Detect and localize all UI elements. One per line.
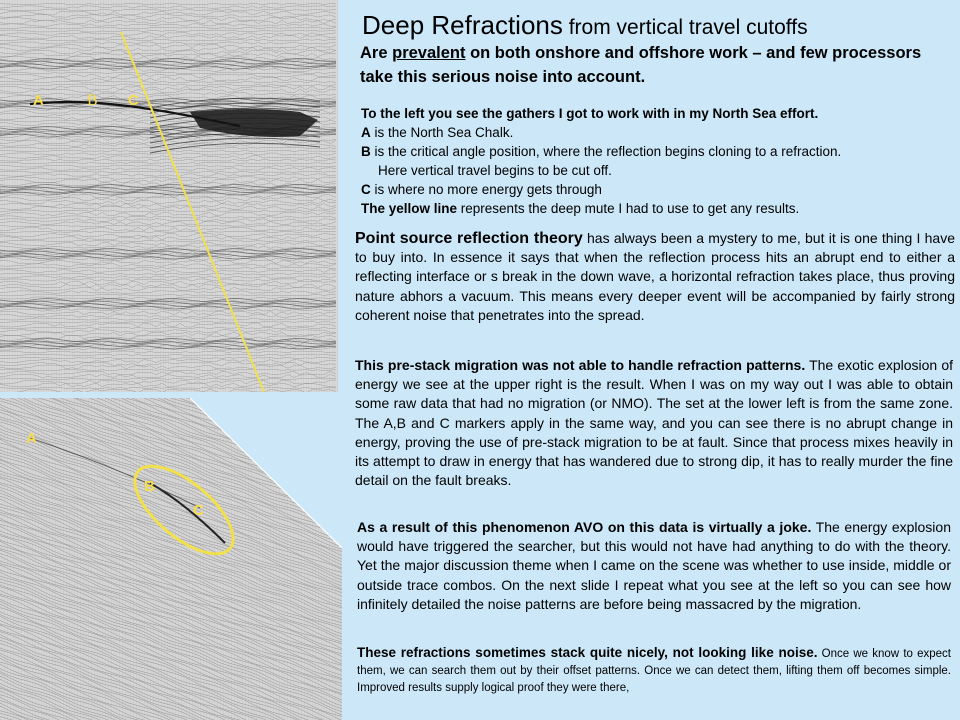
marker-c-top: C [128,92,139,109]
marker-c-bottom: C [193,502,204,519]
paragraph-avo: As a result of this phenomenon AVO on this data is virtually a joke. The energy explosion would have triggered the searcher, but this would not have had anything to do with the theory. Yet the major discussion theme when I came on the scene was whether to use inside, middle or outside trace combos. On the next slide I repeat what you see at the left so you can see how infinitely detailed the noise patterns are before being massacred by the migration. [357,519,951,612]
marker-a-bottom: A [26,430,37,447]
paragraph-prestack-migration: This pre-stack migration was not able to handle refraction patterns. The exotic explosion of energy we see at the upper right is the result. When I was on my way out I was able to obtain some raw data that had no migration (or NMO). The set at the lower left is from the same zone. The A,B and C markers apply in the same way, and you can see there is no abrupt change in energy, proving the use of pre-stack migration to be at fault. Since that process mixes heavily in its attempt to draw in energy that has wandered due to strong dip, it has to really murder the fine detail on the fault breaks. [355,357,953,489]
slide-subtitle [360,41,940,89]
legend-c: C is where no more energy gets through [361,182,602,197]
top-seismic-gather [0,0,338,392]
title-rest: from vertical travel cutoffs [562,16,808,39]
legend-a: A is the North Sea Chalk. [361,125,514,140]
marker-legend [361,104,951,218]
top-gather-traces [0,0,338,392]
legend-b-cont: Here vertical travel begins to be cut off. [378,163,612,178]
marker-a-top: A [33,92,44,109]
legend-yellow-line: The yellow line represents the deep mute I had to use to get any results. [361,201,800,216]
subtitle-after: on both onshore and offshore work – and few processors take this serious noise into account. [360,44,922,86]
marker-b-bottom: B [144,478,155,495]
legend-intro: To the left you see the gathers I got to work with in my North Sea effort. [361,106,819,121]
marker-b-top: B [87,92,98,109]
subtitle-underlined: prevalent [392,44,466,62]
paragraph-stacked-refractions: These refractions sometimes stack quite nicely, not looking like noise. Once we know to expect them, we can search them out by their offset patterns. Once we can detect them, lifting them off becomes simple. Improved results supply logical proof they were there, [357,645,951,694]
legend-b: B is the critical angle position, where the reflection begins cloning to a refraction. [361,144,842,159]
slide-title [362,8,808,45]
title-main: Deep Refractions [362,10,563,40]
subtitle-before: Are [360,44,393,62]
highlight-ellipse [120,460,250,560]
paragraph-point-source: Point source reflection theory has always been a mystery to me, but it is one thing I have to buy into. In essence it says that when the reflection process hits an abrupt end to either a reflecting interface or s break in the down wave, a horizontal refraction takes place, thus proving nature abhors a vacuum. This means every deeper event will be accompanied by fairly strong coherent noise that penetrates into the spread. [355,230,955,323]
